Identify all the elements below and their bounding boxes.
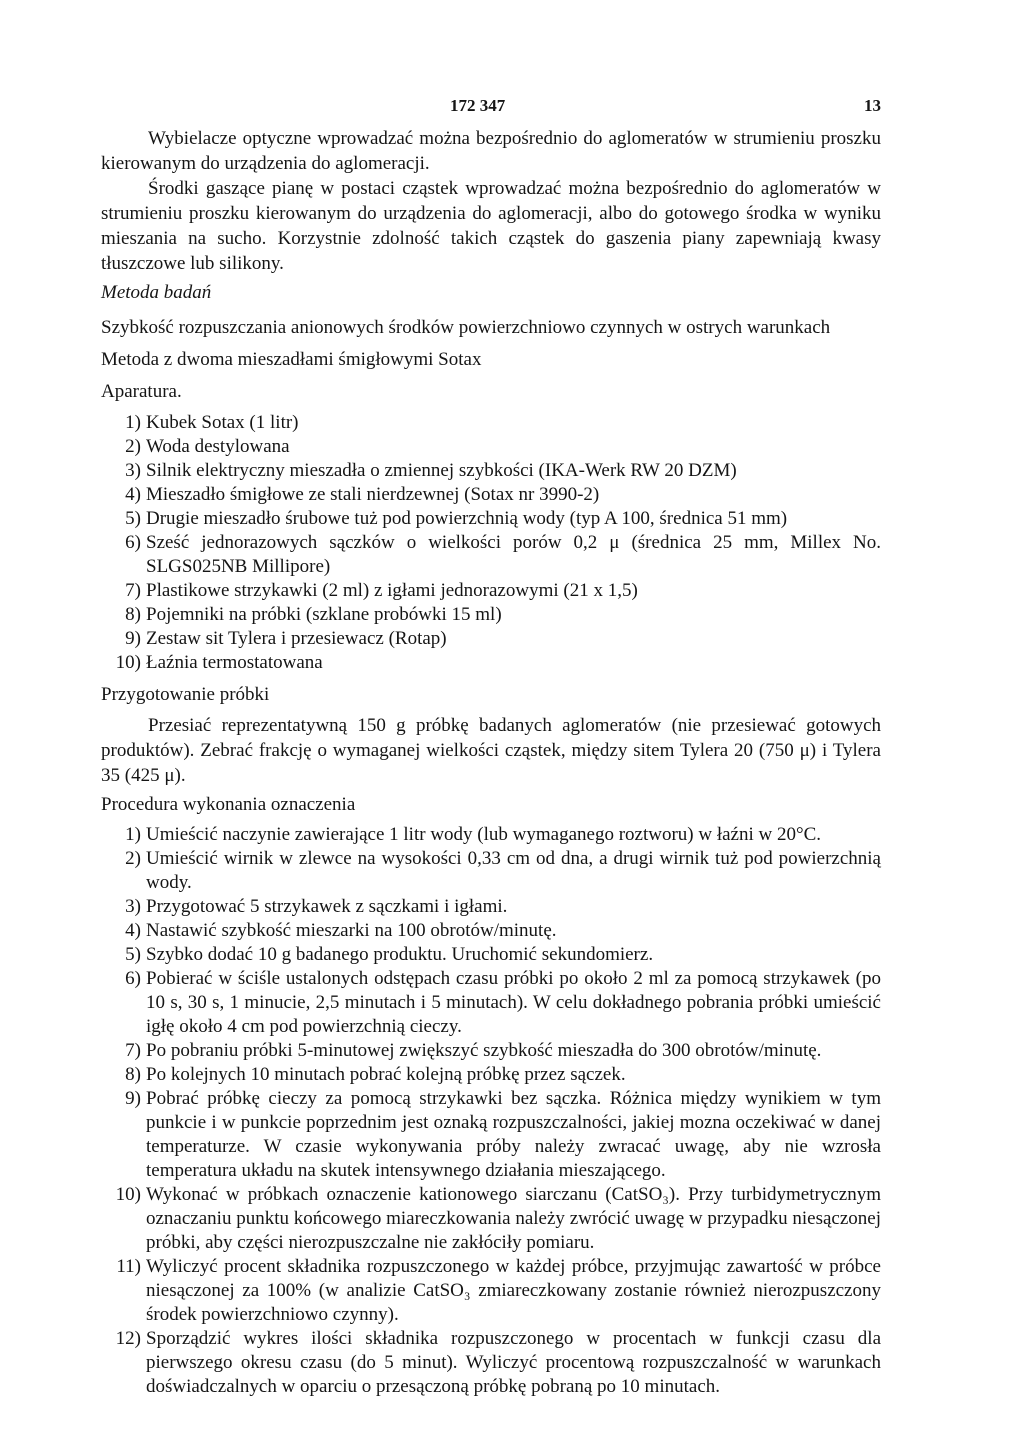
list-item — [101, 579, 881, 603]
page-number: 13 — [864, 96, 881, 115]
step-text: Przygotować 5 strzykawek z sączkami i igłami. — [146, 896, 508, 917]
list-item — [101, 1063, 881, 1087]
step-text: Pobierać w ściśle ustalonych odstępach czasu próbki po około 2 ml za pomocą strzykawek (po 10 s, 30 s, 1 minucie, 2,5 minutach i 5 minutach). W celu dokładnego pobrania próbki umieścić igłę około 4 cm pod powierzchnią cieczy. — [146, 968, 881, 1037]
step-text: Pobrać próbkę cieczy za pomocą strzykawki bez sączka. Różnica między wynikiem w tym punkcie i w punkcie poprzednim jest oznaką rozpuszczalności, jakiej mozna oczekiwać w danej temperaturze. W czasie wykonywania próby należy zwracać uwagę, aby nie wzrosła temperatura układu na skutek intensywnego działania mieszającego. — [146, 1088, 881, 1181]
item-text: Sześć jednorazowych sączków o wielkości porów 0,2 μ (średnica 25 mm, Millex No. SLGS025NB Millipore) — [146, 532, 881, 577]
page-header — [101, 94, 881, 126]
step-text: Wykonać w próbkach oznaczenie kationowego siarczanu (CatSO₃). Przy turbidymetrycznym oznaczaniu punktu końcowego miareczkowania należy zwrócić uwagę w przypadku niesączonej próbki, aby części nierozpuszczalne nie zakłóciły pomiaru. — [146, 1184, 881, 1253]
list-item — [101, 603, 881, 627]
item-number: 9) — [125, 628, 141, 649]
step-number: 9) — [125, 1088, 141, 1109]
list-item — [101, 967, 881, 1039]
item-number: 1) — [125, 412, 141, 433]
list-item — [101, 1255, 881, 1327]
document-page — [101, 94, 881, 1406]
paragraph-optical-brighteners: Wybielacze optyczne wprowadzać można bezpośrednio do aglomeratów w strumieniu proszku kierowanym do urządzenia do aglomeracji. — [101, 128, 881, 174]
item-text: Kubek Sotax (1 litr) — [146, 412, 299, 433]
item-number: 5) — [125, 508, 141, 529]
step-text: Umieścić wirnik w zlewce na wysokości 0,33 cm od dna, a drugi wirnik tuż pod powierzchnią wody. — [146, 848, 881, 893]
list-item — [101, 651, 881, 675]
apparatus-list — [101, 411, 881, 675]
list-item — [101, 435, 881, 459]
item-text: Woda destylowana — [146, 436, 290, 457]
list-item — [101, 459, 881, 483]
item-number: 7) — [125, 580, 141, 601]
step-text: Wyliczyć procent składnika rozpuszczonego w każdej próbce, przyjmując zawartość w próbce niesączonej za 100% (w analizie CatSO₃ zmiareczkowany zostanie również nierozpuszczony środek powierzchniowo czynny). — [146, 1256, 881, 1325]
apparatus-heading: Aparatura. — [101, 381, 182, 402]
step-number: 4) — [125, 920, 141, 941]
step-number: 6) — [125, 968, 141, 989]
list-item — [101, 1087, 881, 1183]
step-number: 12) — [115, 1328, 141, 1349]
list-item — [101, 895, 881, 919]
step-text: Umieścić naczynie zawierające 1 litr wody (lub wymaganego roztworu) w łaźni w 20°C. — [146, 824, 821, 845]
list-item — [101, 507, 881, 531]
list-item — [101, 411, 881, 435]
step-number: 5) — [125, 944, 141, 965]
item-text: Pojemniki na próbki (szklane probówki 15 ml) — [146, 604, 502, 625]
list-item — [101, 847, 881, 895]
section-heading-method: Metoda badań — [101, 282, 212, 303]
method-subtitle: Metoda z dwoma mieszadłami śmigłowymi Sotax — [101, 349, 482, 370]
list-item — [101, 1039, 881, 1063]
list-item — [101, 1327, 881, 1399]
step-text: Sporządzić wykres ilości składnika rozpuszczonego w procentach w funkcji czasu dla pierwszego okresu czasu (do 5 minut). Wyliczyć procentową rozpuszczalność w warunkach doświadczalnych w oparciu o przesączoną próbkę pobraną po 10 minutach. — [146, 1328, 881, 1397]
item-text: Zestaw sit Tylera i przesiewacz (Rotap) — [146, 628, 447, 649]
procedure-list — [101, 823, 881, 1399]
list-item — [101, 627, 881, 651]
item-text: Łaźnia termostatowana — [146, 652, 323, 673]
item-number: 3) — [125, 460, 141, 481]
step-number: 7) — [125, 1040, 141, 1061]
list-item — [101, 823, 881, 847]
item-text: Plastikowe strzykawki (2 ml) z igłami jednorazowymi (21 x 1,5) — [146, 580, 638, 601]
item-text: Silnik elektryczny mieszadła o zmiennej szybkości (IKA-Werk RW 20 DZM) — [146, 460, 737, 481]
step-number: 1) — [125, 824, 141, 845]
sample-prep-text: Przesiać reprezentatywną 150 g próbkę badanych aglomeratów (nie przesiewać gotowych produktów). Zebrać frakcję o wymaganej wielkości cząstek, między sitem Tylera 20 (750 μ) i Tylera 35 (425 μ). — [101, 715, 881, 786]
step-number: 11) — [116, 1256, 141, 1277]
item-number: 6) — [125, 532, 141, 553]
list-item — [101, 483, 881, 507]
method-title: Szybkość rozpuszczania anionowych środków powierzchniowo czynnych w ostrych warunkach — [101, 317, 831, 338]
step-text: Nastawić szybkość mieszarki na 100 obrotów/minutę. — [146, 920, 557, 941]
step-text: Po kolejnych 10 minutach pobrać kolejną próbkę przez sączek. — [146, 1064, 626, 1085]
section-heading-sample-prep: Przygotowanie próbki — [101, 684, 270, 705]
step-number: 8) — [125, 1064, 141, 1085]
step-text: Po pobraniu próbki 5-minutowej zwiększyć szybkość mieszadła do 300 obrotów/minutę. — [146, 1040, 822, 1061]
step-number: 3) — [125, 896, 141, 917]
item-number: 8) — [125, 604, 141, 625]
step-text: Szybko dodać 10 g badanego produktu. Uruchomić sekundomierz. — [146, 944, 654, 965]
item-number: 4) — [125, 484, 141, 505]
section-heading-procedure: Procedura wykonania oznaczenia — [101, 794, 356, 815]
list-item — [101, 531, 881, 579]
item-text: Drugie mieszadło śrubowe tuż pod powierzchnią wody (typ A 100, średnica 51 mm) — [146, 508, 788, 529]
step-number: 2) — [125, 848, 141, 869]
item-text: Mieszadło śmigłowe ze stali nierdzewnej (Sotax nr 3990-2) — [146, 484, 600, 505]
list-item — [101, 1183, 881, 1255]
list-item — [101, 943, 881, 967]
item-number: 2) — [125, 436, 141, 457]
step-number: 10) — [115, 1184, 141, 1205]
patent-number: 172 347 — [450, 96, 506, 115]
item-number: 10) — [115, 652, 141, 673]
list-item — [101, 919, 881, 943]
paragraph-antifoam: Środki gaszące pianę w postaci cząstek wprowadzać można bezpośrednio do aglomeratów w strumieniu proszku kierowanym do urządzenia do aglomeracji, albo do gotowego środka w wyniku mieszania na sucho. Korzystnie zdolność takich cząstek do gaszenia piany zapewniają kwasy tłuszczowe lub silikony. — [101, 178, 881, 274]
